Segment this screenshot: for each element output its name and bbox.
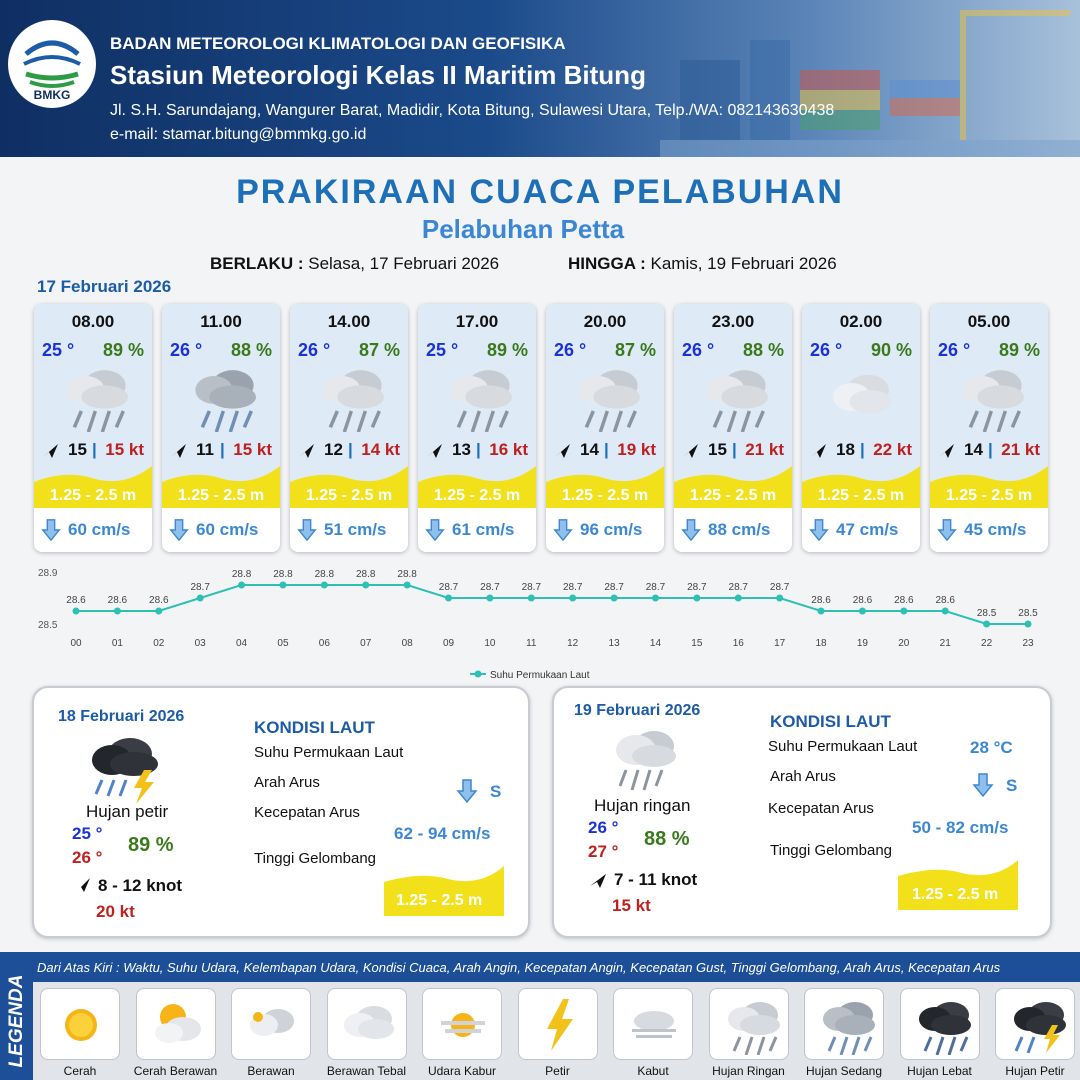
x-tick-label: 16: [732, 638, 744, 649]
day3-humidity: 88 %: [644, 828, 690, 850]
hour-card: [418, 304, 536, 552]
port-name: Pelabuhan Petta: [421, 214, 625, 244]
day2-current-speed-label: Kecepatan Arus: [254, 804, 360, 821]
day2-wave: 1.25 - 2.5 m: [396, 892, 483, 909]
legend-item: [613, 988, 693, 1078]
x-tick-label: 09: [442, 638, 455, 649]
wind-direction-icon: [808, 440, 828, 460]
card-temperature: 26 °: [810, 340, 843, 360]
x-tick-label: 17: [774, 638, 786, 649]
card-wind-speed: 14: [964, 440, 983, 459]
wind-direction-icon: [40, 440, 60, 460]
day2-current-dir-label: Arah Arus: [254, 774, 320, 791]
card-wind: [930, 438, 1048, 462]
data-point: [197, 595, 204, 602]
card-temperature: 26 °: [554, 340, 587, 360]
data-label: 28.7: [604, 582, 624, 593]
valid-to: [568, 254, 837, 274]
card-humidity: 89 %: [998, 340, 1040, 360]
card-current: [418, 516, 536, 544]
data-point: [983, 621, 990, 628]
data-label: 28.7: [521, 582, 542, 593]
card-wind: [162, 438, 280, 462]
light-rain-icon: [698, 362, 768, 432]
current-arrow-icon: [168, 518, 190, 542]
legend-icon-box: [518, 988, 598, 1060]
card-wind-separator: |: [92, 440, 97, 459]
data-point: [404, 582, 411, 589]
x-tick-label: 21: [939, 638, 951, 649]
data-label: 28.6: [149, 595, 169, 606]
valid-from-label: BERLAKU :: [210, 254, 304, 273]
card-current: [34, 516, 152, 544]
wind-direction-icon: [72, 876, 92, 896]
legend-icon-box: [40, 988, 120, 1060]
legend-label: Hujan Sedang: [805, 1064, 883, 1078]
light-rain-icon: [58, 362, 128, 432]
legend-item: [326, 988, 407, 1078]
card-current: [546, 516, 664, 544]
card-temperature: 26 °: [682, 340, 715, 360]
heavy-rain-icon: [911, 995, 971, 1055]
partly-cloudy-icon: [147, 995, 207, 1055]
card-wave-height: 1.25 - 2.5 m: [689, 487, 777, 504]
data-point: [73, 608, 80, 615]
legend-label: Petir: [545, 1064, 570, 1078]
legend-icon-box: [900, 988, 980, 1060]
x-tick-label: 13: [608, 638, 620, 649]
day3-gust: 15 kt: [612, 896, 651, 915]
card-wind-speed: 12: [324, 440, 343, 459]
day3-date: 19 Februari 2026: [574, 702, 701, 719]
data-label: 28.8: [231, 569, 252, 580]
card-humidity: 89 %: [486, 340, 528, 360]
legend-label: Cerah Berawan: [133, 1064, 218, 1078]
wind-direction-icon: [936, 440, 956, 460]
data-label: 28.7: [687, 582, 707, 593]
day3-wave-label: Tinggi Gelombang: [770, 842, 893, 859]
day2-sst-label: Suhu Permukaan Laut: [254, 744, 404, 761]
x-tick-label: 03: [194, 638, 206, 649]
card-wind-separator: |: [988, 440, 993, 459]
legend-label: Hujan Ringan: [712, 1064, 785, 1078]
day2-current-speed: 62 - 94 cm/s: [394, 824, 491, 843]
card-current-speed: 51 cm/s: [324, 520, 387, 539]
x-tick-label: 12: [567, 638, 579, 649]
current-arrow-icon: [936, 518, 958, 542]
data-point: [238, 582, 245, 589]
x-tick-label: 04: [236, 638, 248, 649]
legend-label: Berawan: [247, 1064, 295, 1078]
card-current-speed: 60 cm/s: [68, 520, 131, 539]
data-label: 28.7: [645, 582, 666, 593]
data-point: [321, 582, 328, 589]
legend-label: Cerah: [63, 1064, 97, 1078]
legend-item: [40, 988, 120, 1078]
day2-temp-min: 25 °: [72, 824, 103, 843]
x-tick-label: 15: [691, 638, 703, 649]
day2-wave-label: Tinggi Gelombang: [254, 850, 377, 867]
card-wind-gust: 16 kt: [489, 440, 528, 459]
card-wind: [290, 438, 408, 462]
data-point: [569, 595, 576, 602]
x-tick-label: 18: [815, 638, 827, 649]
card-wave-height: 1.25 - 2.5 m: [177, 487, 265, 504]
data-label: 28.8: [314, 569, 335, 580]
valid-to-value: Kamis, 19 Februari 2026: [650, 254, 837, 273]
thunderstorm-icon: [1006, 995, 1066, 1055]
card-wind: [34, 438, 152, 462]
x-tick-label: 23: [1022, 638, 1034, 649]
day3-current-dir-label: Arah Arus: [770, 768, 836, 785]
data-point: [155, 608, 162, 615]
card-wind-gust: 15 kt: [233, 440, 272, 459]
card-temperature: 25 °: [42, 340, 75, 360]
card-wave-height: 1.25 - 2.5 m: [49, 487, 137, 504]
y-tick-label: 28.5: [38, 620, 58, 631]
legend-icon-box: [804, 988, 884, 1060]
day2-temp-max: 26 °: [72, 848, 103, 867]
legend-marker: [475, 671, 482, 678]
data-point: [279, 582, 286, 589]
legend-side-label: [0, 952, 33, 1080]
legend-icon-box: [136, 988, 216, 1060]
data-point: [114, 608, 121, 615]
legend-series-name: Suhu Permukaan Laut: [490, 670, 590, 681]
agency-name: BADAN METEOROLOGI KLIMATOLOGI DAN GEOFISIKA: [110, 34, 566, 53]
day2-current-dir: S: [490, 782, 502, 801]
card-wave-height: 1.25 - 2.5 m: [433, 487, 521, 504]
legend-icon-box: [422, 988, 502, 1060]
current-arrow-icon: [972, 772, 994, 798]
x-tick-label: 22: [981, 638, 993, 649]
data-point: [528, 595, 535, 602]
data-point: [445, 595, 452, 602]
data-label: 28.5: [1018, 608, 1038, 619]
card-wind-gust: 21 kt: [745, 440, 784, 459]
data-label: 28.7: [438, 582, 459, 593]
legend-item: [900, 988, 980, 1078]
card-wave-height: 1.25 - 2.5 m: [305, 487, 393, 504]
card-humidity: 88 %: [230, 340, 272, 360]
legend-item: [804, 988, 884, 1078]
haze-icon: [433, 995, 493, 1055]
y-tick-label: 28.9: [38, 568, 58, 579]
day2-wind: 8 - 12 knot: [98, 876, 183, 895]
wind-direction-icon: [680, 440, 700, 460]
data-point: [859, 608, 866, 615]
page-title: PRAKIRAAN CUACA PELABUHAN: [236, 173, 844, 211]
fog-icon: [624, 995, 684, 1055]
x-tick-label: 14: [649, 638, 662, 649]
data-label: 28.6: [894, 595, 914, 606]
legend-icon-box: [613, 988, 693, 1060]
card-current-speed: 60 cm/s: [196, 520, 259, 539]
data-point: [900, 608, 907, 615]
card-current: [162, 516, 280, 544]
legend-item: [518, 988, 598, 1078]
light-rain-icon: [314, 362, 384, 432]
hour-card: [162, 304, 280, 552]
day2-condition: Hujan petir: [86, 802, 169, 821]
sst-series-line: [76, 585, 1028, 624]
legend-label: Kabut: [637, 1064, 669, 1078]
x-tick-label: 06: [318, 638, 330, 649]
card-wind-speed: 15: [708, 440, 727, 459]
day3-temp-min: 26 °: [588, 818, 619, 837]
card-current-speed: 88 cm/s: [708, 520, 771, 539]
card-temperature: 26 °: [298, 340, 331, 360]
legend-item: [231, 988, 311, 1078]
card-humidity: 88 %: [742, 340, 784, 360]
day2-gust: 20 kt: [96, 902, 135, 921]
day3-sst-label: Suhu Permukaan Laut: [768, 738, 918, 755]
light-rain-icon: [570, 362, 640, 432]
legend-icon-box: [231, 988, 311, 1060]
moderate-rain-icon: [186, 362, 256, 432]
x-tick-label: 00: [70, 638, 82, 649]
wind-direction-icon: [588, 870, 608, 890]
card-current-speed: 61 cm/s: [452, 520, 515, 539]
station-name: Stasiun Meteorologi Kelas II Maritim Bitung: [110, 60, 646, 90]
data-label: 28.7: [769, 582, 790, 593]
legend: [0, 952, 1080, 1080]
day3-current-dir: S: [1006, 776, 1018, 795]
data-point: [776, 595, 783, 602]
header-banner: [0, 0, 1080, 157]
card-temperature: 26 °: [170, 340, 203, 360]
card-wind: [418, 438, 536, 462]
card-wind-separator: |: [348, 440, 353, 459]
data-label: 28.7: [562, 582, 583, 593]
card-wind-speed: 13: [452, 440, 471, 459]
overcast-icon: [338, 995, 398, 1055]
valid-to-label: HINGGA :: [568, 254, 646, 273]
day3-wind: 7 - 11 knot: [614, 870, 698, 889]
card-current: [802, 516, 920, 544]
day3-condition: Hujan ringan: [594, 796, 691, 815]
current-arrow-icon: [808, 518, 830, 542]
card-wave-height: 1.25 - 2.5 m: [817, 487, 905, 504]
card-wind-gust: 19 kt: [617, 440, 656, 459]
card-wind-speed: 14: [580, 440, 599, 459]
card-wind-separator: |: [220, 440, 225, 459]
hour-card: [674, 304, 792, 552]
legend-label: Hujan Lebat: [907, 1064, 972, 1078]
port-illustration: [660, 0, 1080, 157]
day2-date: 18 Februari 2026: [58, 708, 185, 725]
data-point: [1025, 621, 1032, 628]
cloudy-icon: [242, 995, 302, 1055]
card-time: 02.00: [839, 312, 883, 331]
card-time: 05.00: [967, 312, 1011, 331]
current-arrow-icon: [296, 518, 318, 542]
card-wind-separator: |: [604, 440, 609, 459]
card-time: 23.00: [711, 312, 755, 331]
card-wind-separator: |: [476, 440, 481, 459]
day1-date: 17 Februari 2026: [37, 277, 172, 296]
day3-temp-max: 27 °: [588, 842, 619, 861]
data-label: 28.6: [852, 595, 873, 606]
x-tick-label: 19: [856, 638, 868, 649]
data-label: 28.8: [273, 569, 293, 580]
data-label: 28.6: [66, 595, 86, 606]
legend-label: Hujan Petir: [1005, 1064, 1065, 1078]
card-time: 14.00: [327, 312, 371, 331]
current-arrow-icon: [456, 778, 478, 804]
data-point: [486, 595, 493, 602]
card-time: 20.00: [583, 312, 627, 331]
hour-card: [546, 304, 664, 552]
card-wave-height: 1.25 - 2.5 m: [945, 487, 1033, 504]
day3-panel: [552, 686, 1052, 938]
data-label: 28.8: [356, 569, 376, 580]
data-label: 28.6: [107, 595, 128, 606]
day3-sst-value: 28 °C: [970, 738, 1013, 757]
card-wind: [802, 438, 920, 462]
card-time: 08.00: [71, 312, 115, 331]
card-humidity: 87 %: [614, 340, 656, 360]
legend-item: [422, 988, 502, 1078]
card-wave-height: 1.25 - 2.5 m: [561, 487, 649, 504]
logo-text: BMKG: [33, 88, 71, 102]
card-wind-speed: 18: [836, 440, 855, 459]
card-wind: [546, 438, 664, 462]
hour-card: [930, 304, 1048, 552]
legend-item: [709, 988, 789, 1078]
day3-sea-title: KONDISI LAUT: [770, 712, 891, 731]
card-wind-gust: 21 kt: [1001, 440, 1040, 459]
wind-direction-icon: [552, 440, 572, 460]
card-wind-speed: 15: [68, 440, 87, 459]
data-point: [942, 608, 949, 615]
x-tick-label: 01: [111, 638, 123, 649]
card-current: [674, 516, 792, 544]
sst-line-chart: [30, 562, 1060, 682]
data-point: [693, 595, 700, 602]
legend-icon-box: [995, 988, 1075, 1060]
data-point: [362, 582, 369, 589]
x-tick-label: 02: [153, 638, 165, 649]
card-wind-gust: 14 kt: [361, 440, 400, 459]
overcast-icon: [826, 362, 896, 432]
valid-from: [210, 254, 499, 274]
x-tick-label: 11: [526, 638, 537, 649]
light-rain-icon: [606, 724, 686, 800]
x-tick-label: 07: [360, 638, 372, 649]
card-wind-separator: |: [860, 440, 865, 459]
card-temperature: 26 °: [938, 340, 971, 360]
wind-direction-icon: [296, 440, 316, 460]
hour-card: [802, 304, 920, 552]
day3-current-speed-label: Kecepatan Arus: [768, 800, 874, 817]
card-humidity: 89 %: [102, 340, 144, 360]
card-wind-separator: |: [732, 440, 737, 459]
wind-direction-icon: [168, 440, 188, 460]
x-tick-label: 05: [277, 638, 289, 649]
moderate-rain-icon: [815, 995, 875, 1055]
lightning-icon: [529, 995, 589, 1055]
data-point: [818, 608, 825, 615]
x-tick-label: 20: [898, 638, 910, 649]
card-wind-gust: 22 kt: [873, 440, 912, 459]
card-temperature: 25 °: [426, 340, 459, 360]
data-point: [611, 595, 618, 602]
data-label: 28.5: [976, 608, 997, 619]
light-rain-icon: [954, 362, 1024, 432]
card-time: 11.00: [200, 312, 242, 331]
thunderstorm-icon: [84, 730, 164, 806]
x-tick-label: 08: [401, 638, 413, 649]
card-current: [930, 516, 1048, 544]
day2-panel: [32, 686, 530, 938]
hour-card: [290, 304, 408, 552]
current-arrow-icon: [552, 518, 574, 542]
day2-sea-title: KONDISI LAUT: [254, 718, 375, 737]
card-current-speed: 47 cm/s: [836, 520, 899, 539]
legend-description: Dari Atas Kiri : Waktu, Suhu Udara, Kelembapan Udara, Kondisi Cuaca, Arah Angin, Kecepatan Angin, Kecepatan Gust, Tinggi Gelombang, Arah Arus, Kecepatan Arus: [33, 952, 1080, 982]
card-time: 17.00: [455, 312, 499, 331]
card-current: [290, 516, 408, 544]
data-point: [735, 595, 742, 602]
card-wind-gust: 15 kt: [105, 440, 144, 459]
data-label: 28.6: [811, 595, 831, 606]
x-tick-label: 10: [484, 638, 496, 649]
day3-wave: 1.25 - 2.5 m: [912, 886, 999, 903]
day2-humidity: 89 %: [128, 834, 174, 856]
data-label: 28.7: [190, 582, 210, 593]
data-label: 28.6: [935, 595, 955, 606]
sunny-icon: [51, 995, 111, 1055]
wind-direction-icon: [424, 440, 444, 460]
station-address: Jl. S.H. Sarundajang, Wangurer Barat, Madidir, Kota Bitung, Sulawesi Utara, Telp./WA: 082143630438: [110, 102, 835, 119]
legend-icon-box: [327, 988, 407, 1060]
card-current-speed: 45 cm/s: [964, 520, 1027, 539]
data-label: 28.7: [480, 582, 500, 593]
station-email: e-mail: stamar.bitung@bmmkg.go.id: [110, 126, 367, 143]
legend-title: LEGENDA: [6, 974, 27, 1068]
current-arrow-icon: [424, 518, 446, 542]
hour-card: [34, 304, 152, 552]
day3-current-speed: 50 - 82 cm/s: [912, 818, 1009, 837]
legend-label: Udara Kabur: [427, 1064, 497, 1078]
card-humidity: 87 %: [358, 340, 400, 360]
card-wind: [674, 438, 792, 462]
data-point: [652, 595, 659, 602]
data-label: 28.7: [728, 582, 748, 593]
light-rain-icon: [442, 362, 512, 432]
card-humidity: 90 %: [870, 340, 912, 360]
card-wind-speed: 11: [196, 440, 214, 459]
legend-icon-box: [709, 988, 789, 1060]
light-rain-icon: [720, 995, 780, 1055]
legend-label: Berawan Tebal: [326, 1064, 407, 1078]
card-current-speed: 96 cm/s: [580, 520, 643, 539]
valid-from-value: Selasa, 17 Februari 2026: [308, 254, 500, 273]
legend-item: [995, 988, 1075, 1078]
current-arrow-icon: [680, 518, 702, 542]
data-label: 28.8: [397, 569, 417, 580]
legend-item: [133, 988, 218, 1078]
current-arrow-icon: [40, 518, 62, 542]
